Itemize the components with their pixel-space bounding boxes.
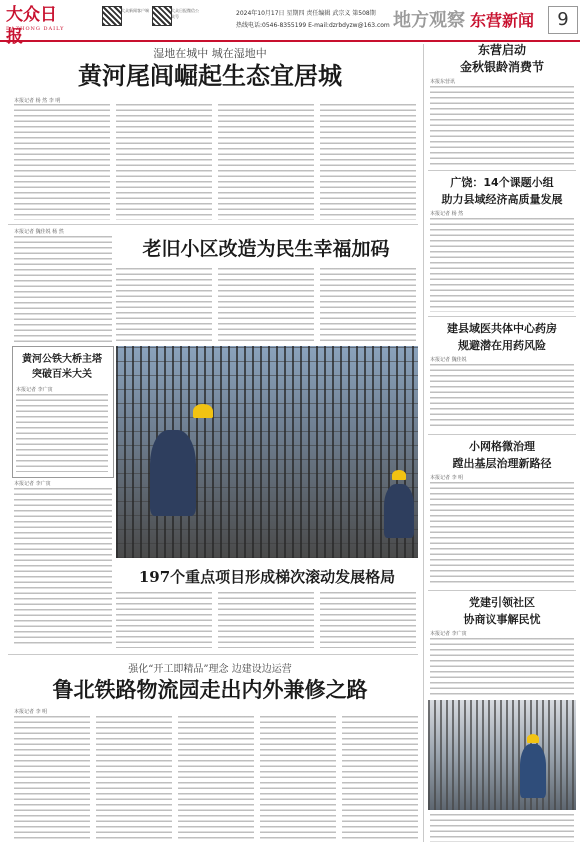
sidebar-rule	[428, 170, 576, 171]
sidebar-photo-worker	[520, 744, 546, 798]
bridge-text	[16, 394, 108, 472]
sidebar-headline-1-line2: 金秋银龄消费节	[459, 60, 544, 74]
third-text-col2	[218, 592, 314, 648]
sidebar-byline-2: 本报记者 杨 然	[430, 211, 464, 217]
helmet-right	[392, 470, 406, 480]
sidebar-text-2	[430, 218, 574, 312]
sidebar-text-3	[430, 364, 574, 430]
sidebar-photo-caption	[430, 814, 574, 842]
third-text-col3	[320, 592, 416, 648]
sidebar-byline-5: 本报记者 李广寅	[430, 631, 467, 637]
sidebar-headline-1	[428, 42, 576, 76]
third-text-col1	[116, 592, 212, 648]
sidebar-divider	[423, 44, 424, 842]
left-lower-text	[14, 488, 112, 646]
section-rule	[8, 654, 418, 655]
sidebar-byline-4: 本报记者 李 明	[430, 475, 464, 481]
lead-text-col2	[116, 104, 212, 220]
issue-editor: 责任编辑 武宗义	[306, 10, 351, 17]
third-headline: 197个重点项目形成梯次滚动发展格局	[138, 568, 396, 586]
second-text-col3	[218, 268, 314, 344]
lead-text-col1	[14, 104, 110, 220]
lead-headline: 黄河尾闾崛起生态宜居城	[78, 62, 342, 90]
sidebar-photo-helmet	[527, 734, 539, 743]
sidebar-headline-2	[428, 174, 576, 208]
sidebar-headline-4	[428, 438, 576, 472]
masthead-info-line	[236, 8, 376, 17]
fourth-byline: 本报记者 李 明	[14, 709, 48, 715]
sidebar-text-4	[430, 482, 574, 586]
issue-number: 第508期	[352, 10, 376, 17]
lead-kicker: 湿地在城中 城在湿地中	[153, 47, 267, 60]
page-number: 9	[548, 6, 578, 34]
second-text-col4	[320, 268, 416, 344]
email: E-mail:dzrbdyzw@163.com	[308, 22, 390, 29]
second-headline: 老旧小区改造为民生幸福加码	[142, 238, 390, 260]
sidebar-headline-2-line1: 广饶：14个课题小组	[450, 176, 554, 189]
second-byline: 本报记者 魏佳锐 杨 然	[14, 229, 64, 235]
section-title-red: 东营新闻	[470, 11, 535, 30]
section-title-gray: 地方观察	[393, 10, 465, 31]
sidebar-headline-5	[428, 594, 576, 628]
fourth-text-col5	[342, 716, 418, 842]
bridge-headline-line2: 突破百米大关	[32, 369, 92, 380]
fourth-text-col3	[178, 716, 254, 842]
bridge-headline	[14, 352, 110, 382]
left-lower-byline: 本报记者 李广寅	[14, 481, 51, 487]
sidebar-rule	[428, 590, 576, 591]
sidebar-headline-5-line2: 协商议事解民忧	[463, 613, 541, 626]
fourth-headline: 鲁北铁路物流园走出内外兼修之路	[52, 678, 368, 702]
sidebar-headline-1-line1: 东营启动	[477, 43, 526, 57]
sidebar-photo	[428, 700, 576, 810]
fourth-text-col1	[14, 716, 90, 842]
sidebar-rule	[428, 434, 576, 435]
sidebar-headline-4-line2: 蹚出基层治理新路径	[452, 457, 552, 470]
second-text-col1	[14, 236, 112, 344]
worker-figure-right	[384, 484, 414, 538]
sidebar-rule	[428, 316, 576, 317]
helmet-left	[193, 404, 213, 418]
sidebar-headline-3	[428, 320, 576, 354]
bridge-headline-line1: 黄河公铁大桥主塔	[22, 354, 102, 365]
fourth-text-col2	[96, 716, 172, 842]
worker-figure-left	[150, 430, 196, 516]
bridge-byline: 本报记者 李广寅	[16, 387, 53, 393]
lead-text-col4	[320, 104, 416, 220]
sidebar-headline-3-line2: 规避潜在用药风险	[458, 339, 546, 352]
qr-code-icon	[102, 6, 122, 26]
sidebar-text-1	[430, 86, 574, 166]
second-text-col2	[116, 268, 212, 344]
qr-label-app: 大众新闻客户端	[121, 8, 149, 13]
section-rule	[8, 224, 418, 225]
issue-weekday: 星期四	[286, 10, 305, 17]
sidebar-headline-3-line1: 建县域医共体中心药房	[447, 322, 557, 335]
sidebar-headline-5-line1: 党建引领社区	[469, 596, 535, 609]
newspaper-logo: 大众日报	[6, 5, 57, 47]
qr-code-icon	[152, 6, 172, 26]
qr-label-wechat: 大众日报微信公众号	[171, 8, 199, 19]
sidebar-byline-3: 本报记者 魏佳锐	[430, 357, 467, 363]
issue-date: 2024年10月17日	[236, 10, 285, 17]
sidebar-headline-4-line1: 小网格微治理	[469, 440, 535, 453]
fourth-kicker: 强化“开工即精品”理念 边建设边运营	[128, 664, 292, 675]
newspaper-logo-subtitle: DAZHONG DAILY	[6, 26, 65, 32]
hotline: 热线电话:0546-8355199	[236, 22, 307, 29]
masthead-contact-line	[236, 20, 390, 29]
fourth-text-col4	[260, 716, 336, 842]
lead-text-col3	[218, 104, 314, 220]
lead-byline: 本报记者 杨 然 李 明	[14, 98, 61, 104]
sidebar-byline-1: 本报东营讯	[430, 79, 456, 85]
sidebar-text-5	[430, 638, 574, 696]
sidebar-headline-2-line2: 助力县域经济高质量发展	[441, 193, 563, 206]
